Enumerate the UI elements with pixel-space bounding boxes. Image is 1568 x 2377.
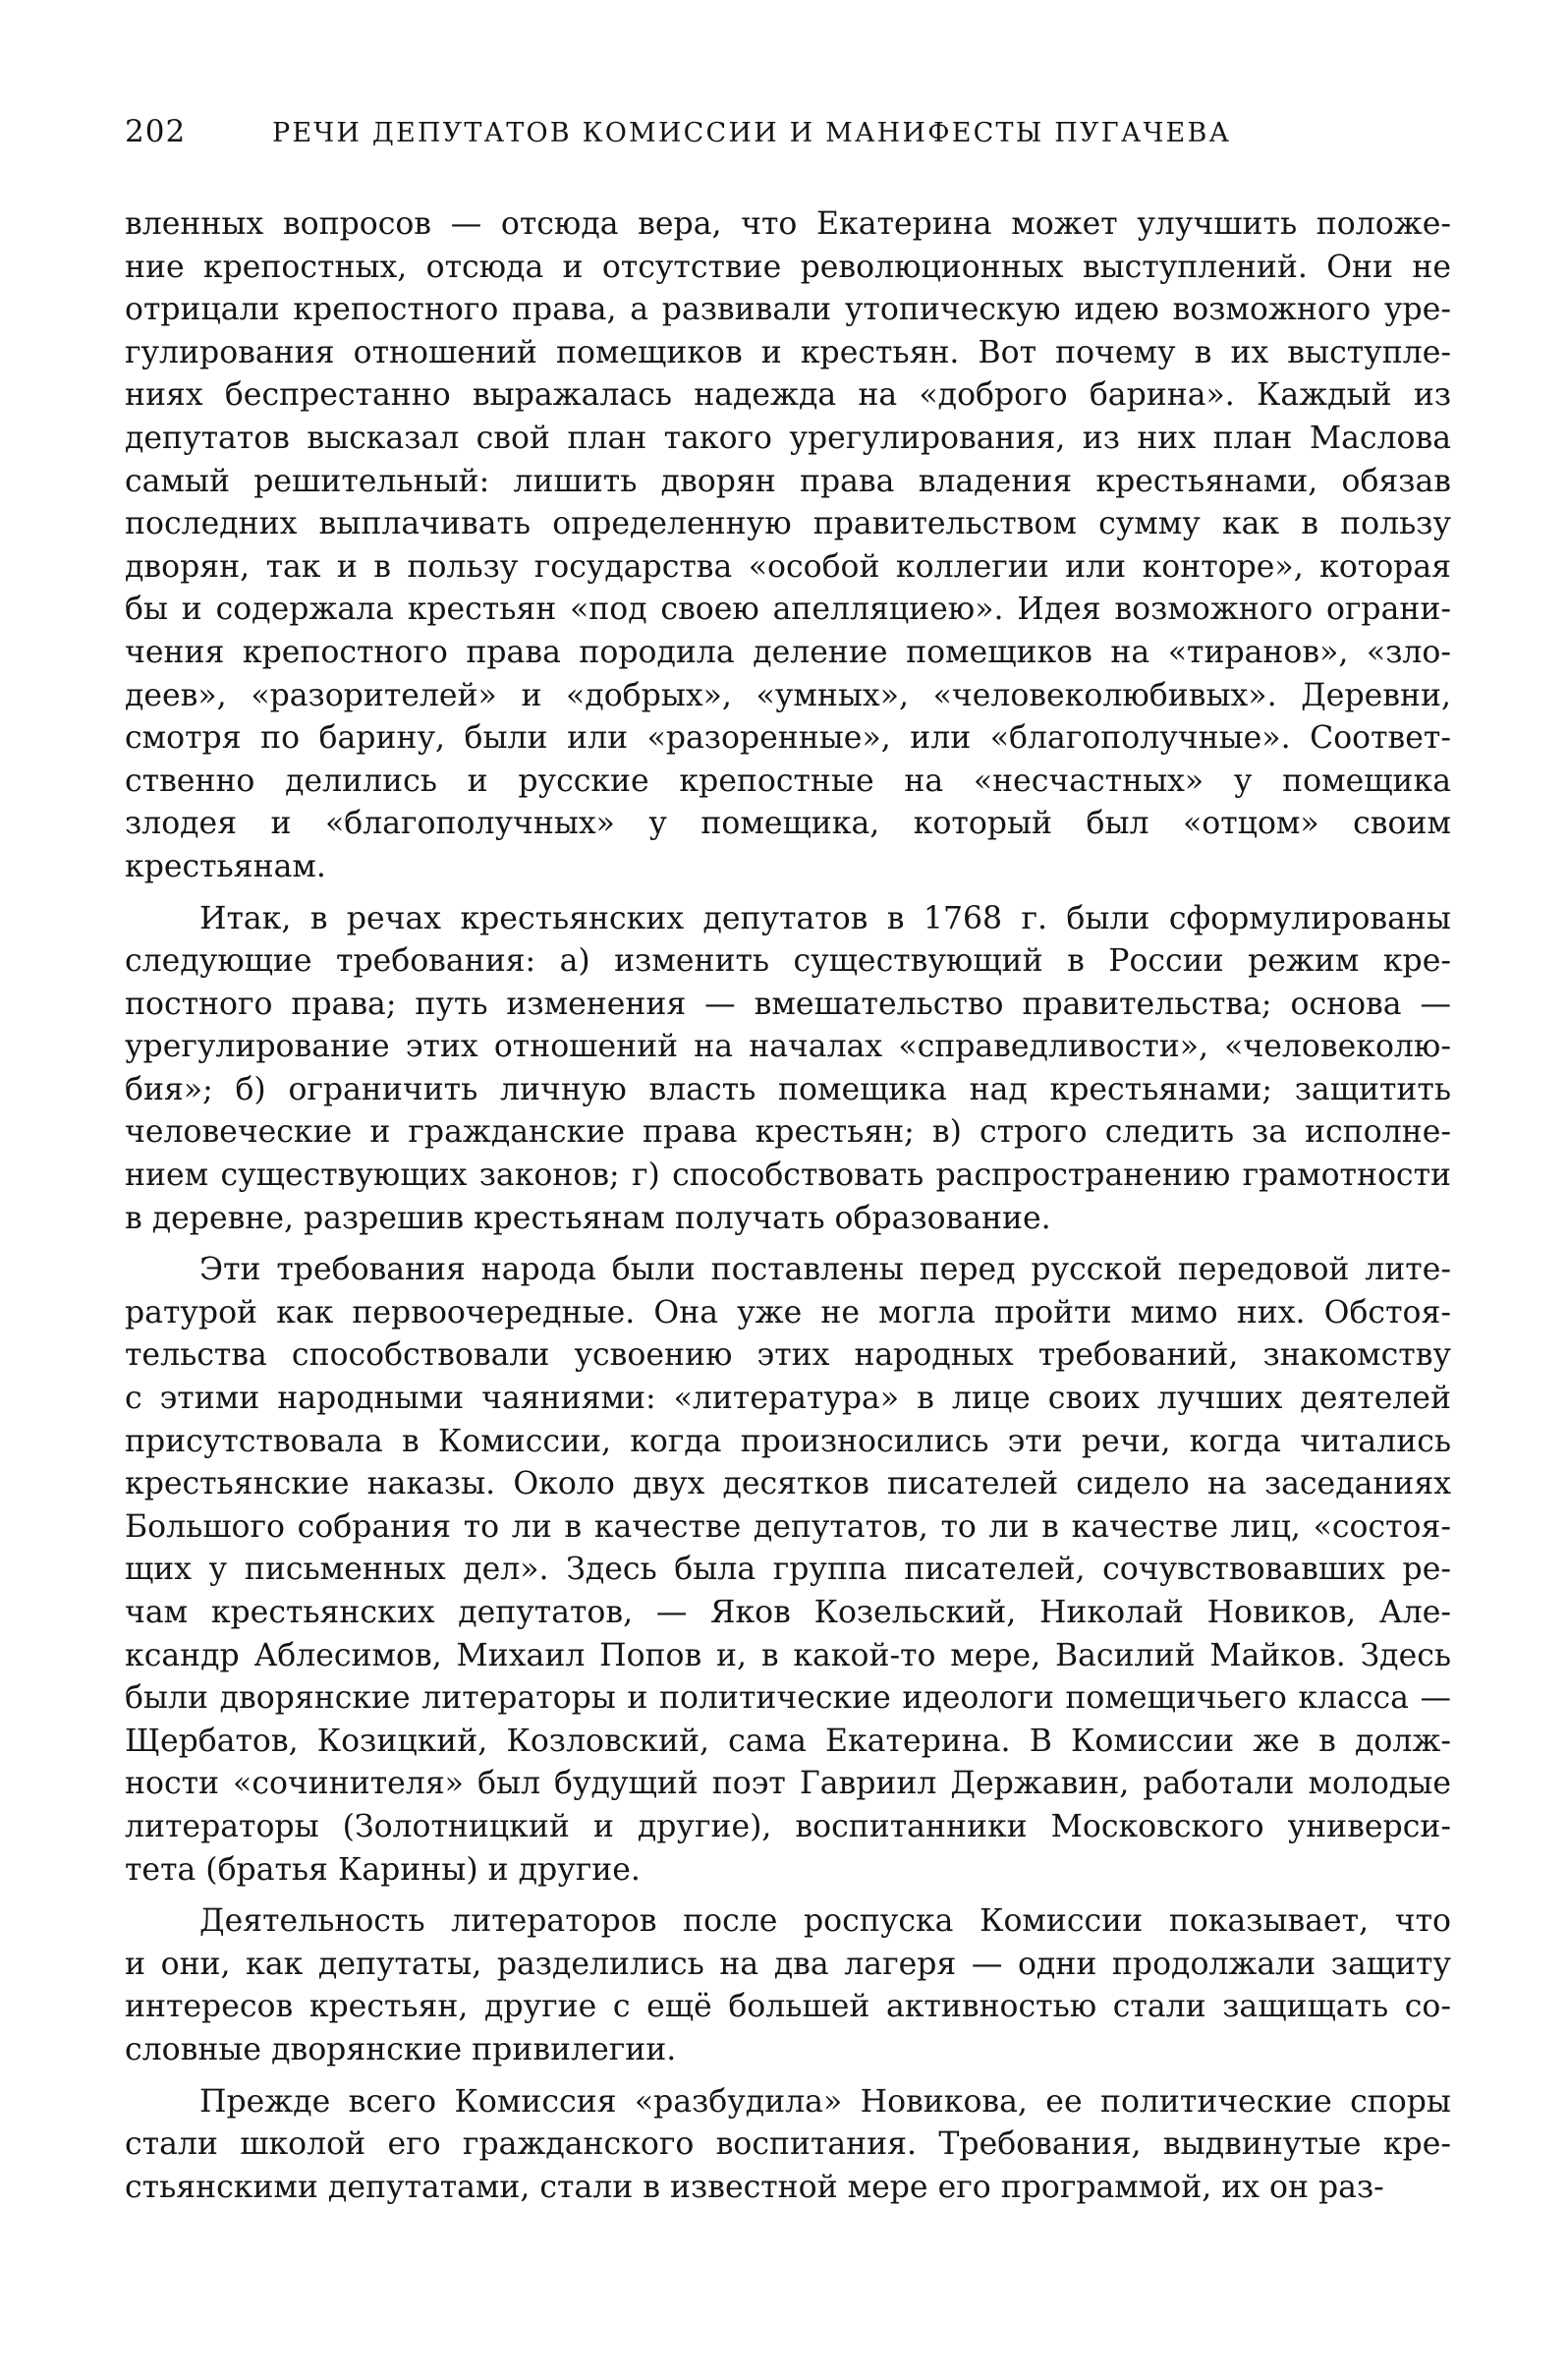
text-line: Большого собрания то ли в качестве депутатов, то ли в качестве лиц, «состоя- [125,1508,1451,1545]
text-line: вленных вопросов — отсюда вера, что Екатерина может улучшить положе- [125,206,1451,242]
text-line: стали школой его гражданского воспитания. Требования, выдвинутые кре- [125,2126,1451,2163]
text-line: Деятельность литераторов после роспуска Комиссии показывает, что [199,1903,1451,1940]
text-line: гулирования отношений помещиков и крестьян. Вот почему в их выступле- [125,334,1451,370]
text-line: чам крестьянских депутатов, — Яков Козельский, Николай Новиков, Але- [125,1595,1451,1630]
text-line: отрицали крепостного права, а развивали утопическую идею возможного уре- [125,292,1451,328]
text-line: присутствовала в Комиссии, когда произносились эти речи, когда читались [125,1423,1451,1459]
paragraph [125,203,1451,889]
text-line: Щербатов, Козицкий, Козловский, сама Екатерина. В Комиссии же в долж- [125,1723,1451,1759]
text-line: урегулирование этих отношений на началах «справедливости», «человеколю- [125,1029,1451,1065]
paragraph-gap [125,1892,1451,1900]
paragraph [125,898,1451,1241]
text-line: самый решительный: лишить дворян права владения крестьянами, обязав [125,463,1451,499]
text-line: и они, как депутаты, разделились на два лагеря — одни продолжали защиту [125,1946,1451,1982]
text-line: ниях беспрестанно выражалась надежда на «доброго барина». Каждый из [125,377,1451,414]
text-line: литераторы (Золотницкий и другие), воспитанники Московского универси- [125,1808,1451,1844]
paragraph [125,1900,1451,2071]
text-line: крестьянские наказы. Около двух десятков писателей сидело на заседаниях [125,1466,1451,1502]
paragraph [125,2081,1451,2210]
text-line: с этими народными чаяниями: «литература» в лице своих лучших деятелей [125,1381,1451,1417]
text-line: Итак, в речах крестьянских депутатов в 1768 г. были сформулированы [199,900,1451,936]
text-line: крестьянам. [125,848,326,884]
text-line: тета (братья Карины) и другие. [125,1851,641,1888]
page-number: 202 [125,114,187,149]
text-line: нием существующих законов; г) способствовать распространению грамотности [125,1158,1451,1194]
text-line: стьянскими депутатами, стали в известной мере его программой, их он раз- [125,2169,1384,2205]
text-line: ратурой как первоочередные. Она уже не могла пройти мимо них. Обстоя- [125,1294,1451,1330]
text-line: Прежде всего Комиссия «разбудила» Новикова, ее политические споры [199,2083,1451,2120]
paragraph-gap [125,889,1451,898]
text-line: ксандр Аблесимов, Михаил Попов и, в какой-то мере, Василий Майков. Здесь [125,1637,1451,1673]
text-line: ственно делились и русские крепостные на «несчастных» у помещика [125,763,1451,799]
text-line: депутатов высказал свой план такого урегулирования, из них план Маслова [125,420,1451,456]
text-line: тельства способствовали усвоению этих народных требований, знакомству [125,1337,1451,1374]
text-line: деев», «разорителей» и «добрых», «умных», «человеколюбивых». Деревни, [125,677,1451,713]
text-line: ности «сочинителя» был будущий поэт Гавриил Державин, работали молодые [125,1766,1451,1802]
text-line: словные дворянские привилегии. [125,2031,677,2067]
text-line: в деревне, разрешив крестьянам получать образование. [125,1200,1051,1236]
text-line: последних выплачивать определенную правительством сумму как в пользу [125,506,1451,542]
text-line: были дворянские литераторы и политические идеологи помещичьего класса — [125,1680,1451,1717]
paragraph-gap [125,1240,1451,1249]
text-line: щих у письменных дел». Здесь была группа писателей, сочувствовавших ре- [125,1552,1451,1588]
text-line: Эти требования народа были поставлены перед русской передовой лите- [199,1252,1451,1288]
text-line: интересов крестьян, другие с ещё большей активностью стали защищать со- [125,1989,1451,2025]
text-line: дворян, так и в пользу государства «особой коллегии или конторе», которая [125,548,1451,585]
text-line: злодея и «благополучных» у помещика, который был «отцом» своим [125,806,1451,842]
text-line: бия»; б) ограничить личную власть помещика над крестьянами; защитить [125,1071,1451,1107]
running-title: РЕЧИ ДЕПУТАТОВ КОМИССИИ И МАНИФЕСТЫ ПУГАЧЕВА [272,118,1232,148]
text-line: постного права; путь изменения — вмешательство правительства; основа — [125,986,1451,1022]
text-line: чения крепостного права породила деление помещиков на «тиранов», «зло- [125,634,1451,670]
paragraph-gap [125,2072,1451,2081]
paragraph [125,1249,1451,1892]
text-line: бы и содержала крестьян «под своею апелляциею». Идея возможного ограни- [125,592,1451,628]
text-line: человеческие и гражданские права крестьян; в) строго следить за исполне- [125,1114,1451,1151]
page-header [125,114,1451,157]
text-line: смотря по барину, были или «разоренные», или «благополучные». Соответ- [125,720,1451,757]
text-line: ние крепостных, отсюда и отсутствие революционных выступлений. Они не [125,249,1451,285]
body-text [125,203,1451,2209]
text-line: следующие требования: а) изменить существующий в России режим кре- [125,943,1451,980]
